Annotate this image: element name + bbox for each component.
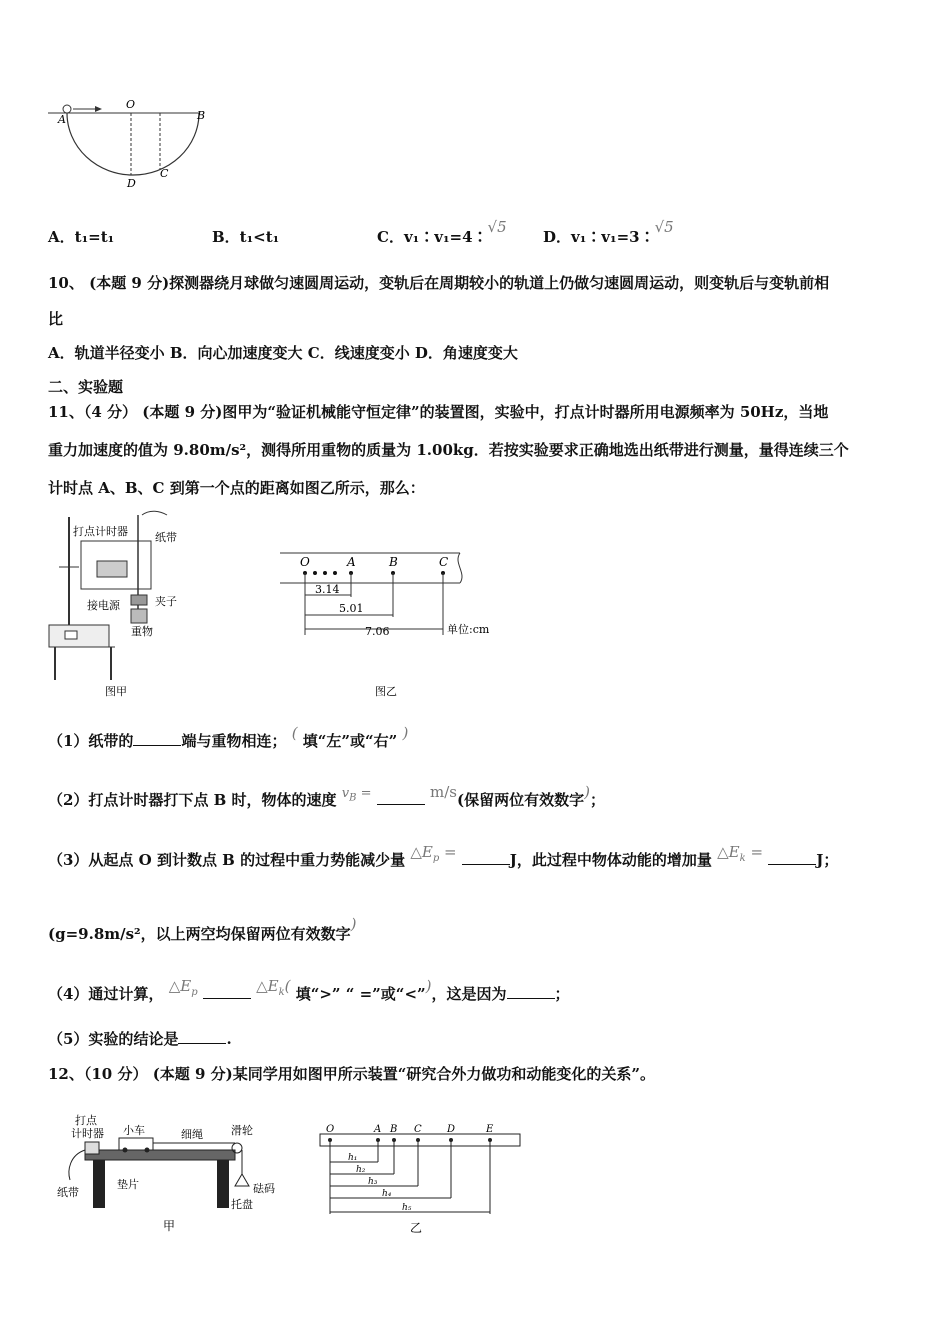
caption-jia: 图甲 — [105, 685, 127, 698]
unit-label: 单位:cm — [447, 623, 490, 636]
label-pulley: 滑轮 — [231, 1124, 253, 1137]
q10-line1: 10、 (本题 9 分)探测器绕月球做匀速圆周运动，变轨后在周期较小的轨道上仍做匀速圆周运动，则变轨后与变轨前相 — [48, 274, 830, 292]
label-c: C — [160, 167, 169, 180]
q9-option-c: C．v₁∶v₁=4∶√5 — [377, 218, 507, 246]
semicircle-figure — [40, 95, 220, 195]
label-tray: 托盘 — [231, 1198, 253, 1211]
label-rope: 细绳 — [181, 1128, 203, 1141]
h2-label: h₂ — [356, 1165, 366, 1175]
q11-part1: （1）纸带的 端与重物相连； ( 填“左”或“右” ) — [48, 724, 409, 750]
tape-point-a: A — [374, 1124, 382, 1135]
label-pad: 垫片 — [117, 1178, 139, 1191]
label-timer2: 计时器 — [71, 1127, 104, 1140]
h3-label: h₃ — [368, 1177, 378, 1187]
q9-option-b: B．t₁<t₁ — [212, 228, 280, 246]
label-tape: 纸带 — [155, 531, 177, 544]
h4-label: h₄ — [382, 1189, 392, 1199]
caption-jia: 甲 — [163, 1219, 176, 1233]
q11-line2: 重力加速度的值为 9.80m/s²，测得所用重物的质量为 1.00kg．若按实验要求正确地选出纸带进行测量，量得连续三个 — [48, 441, 849, 459]
tape-point-b: B — [389, 555, 398, 569]
q9-option-a: A．t₁=t₁ — [48, 228, 115, 246]
section-heading: 二、实验题 — [48, 378, 124, 396]
tape-point-c: C — [414, 1124, 422, 1135]
cart-apparatus-figure — [55, 1110, 295, 1235]
label-a: A — [58, 113, 66, 126]
q10-options: A．轨道半径变小 B．向心加速度变大 C．线速度变小 D．角速度变大 — [48, 344, 518, 362]
label-timer: 打点计时器 — [73, 525, 128, 538]
q10-line2: 比 — [48, 310, 64, 328]
q11-part2: （2）打点计时器打下点 B 时，物体的速度 $v_B = m/s$(保留两位有效数字)； — [48, 783, 605, 809]
label-o: O — [126, 98, 136, 111]
tape-point-o: O — [300, 555, 310, 569]
label-tape: 纸带 — [57, 1186, 79, 1199]
label-weight: 重物 — [131, 625, 153, 638]
q11-part3-note: (g=9.8m/s²，以上两空均保留两位有效数字) — [48, 915, 357, 943]
tape-h-figure — [318, 1118, 528, 1238]
label-timer1: 打点 — [75, 1114, 97, 1127]
q11-line3: 计时点 A、B、C 到第一个点的距离如图乙所示，那么： — [48, 479, 425, 497]
caption-yi: 乙 — [410, 1221, 423, 1235]
label-clip: 夹子 — [155, 595, 177, 608]
distance-3: 7.06 — [365, 625, 390, 638]
tape-point-d: D — [447, 1124, 456, 1135]
h1-label: h₁ — [348, 1153, 358, 1163]
q12-line: 12、（10 分） (本题 9 分)某同学用如图甲所示装置“研究合外力做功和动能变化的关系”。 — [48, 1065, 656, 1083]
q11-line1: 11、（4 分） (本题 9 分)图甲为“验证机械能守恒定律”的装置图，实验中，打点计时器所用电源频率为 50Hz，当地 — [48, 403, 829, 421]
tape-point-c: C — [439, 555, 449, 569]
label-weight: 砝码 — [253, 1182, 275, 1195]
label-power: 接电源 — [87, 599, 120, 612]
distance-1: 3.14 — [315, 583, 340, 596]
tape-point-e: E — [486, 1124, 494, 1135]
tape-point-b: B — [390, 1124, 398, 1135]
sqrt-five: √5 — [654, 218, 674, 236]
q11-part4: （4）通过计算， $\triangle E_p$ $\triangle E_k$( 填“>” “ =”或“<”)，这是因为 ； — [48, 977, 570, 1003]
label-car: 小车 — [123, 1124, 145, 1137]
tape-point-o: O — [326, 1124, 335, 1135]
tape-figure — [275, 545, 515, 700]
caption-yi: 图乙 — [375, 685, 397, 698]
label-d: D — [127, 177, 136, 190]
tape-point-a: A — [347, 555, 356, 569]
label-b: B — [197, 109, 206, 122]
distance-2: 5.01 — [339, 602, 364, 615]
q11-part5: （5）实验的结论是 . — [48, 1030, 232, 1048]
q11-part3: （3）从起点 O 到计数点 B 的过程中重力势能减少量 $\triangle E_p = J$，此过程中物体动能的增加量 $\triangle E_k = J$； — [48, 843, 839, 869]
sqrt-five: √5 — [487, 218, 507, 236]
apparatus-figure — [45, 505, 205, 705]
h5-label: h₅ — [402, 1203, 412, 1213]
q9-option-d: D．v₁∶v₁=3∶√5 — [543, 218, 674, 246]
